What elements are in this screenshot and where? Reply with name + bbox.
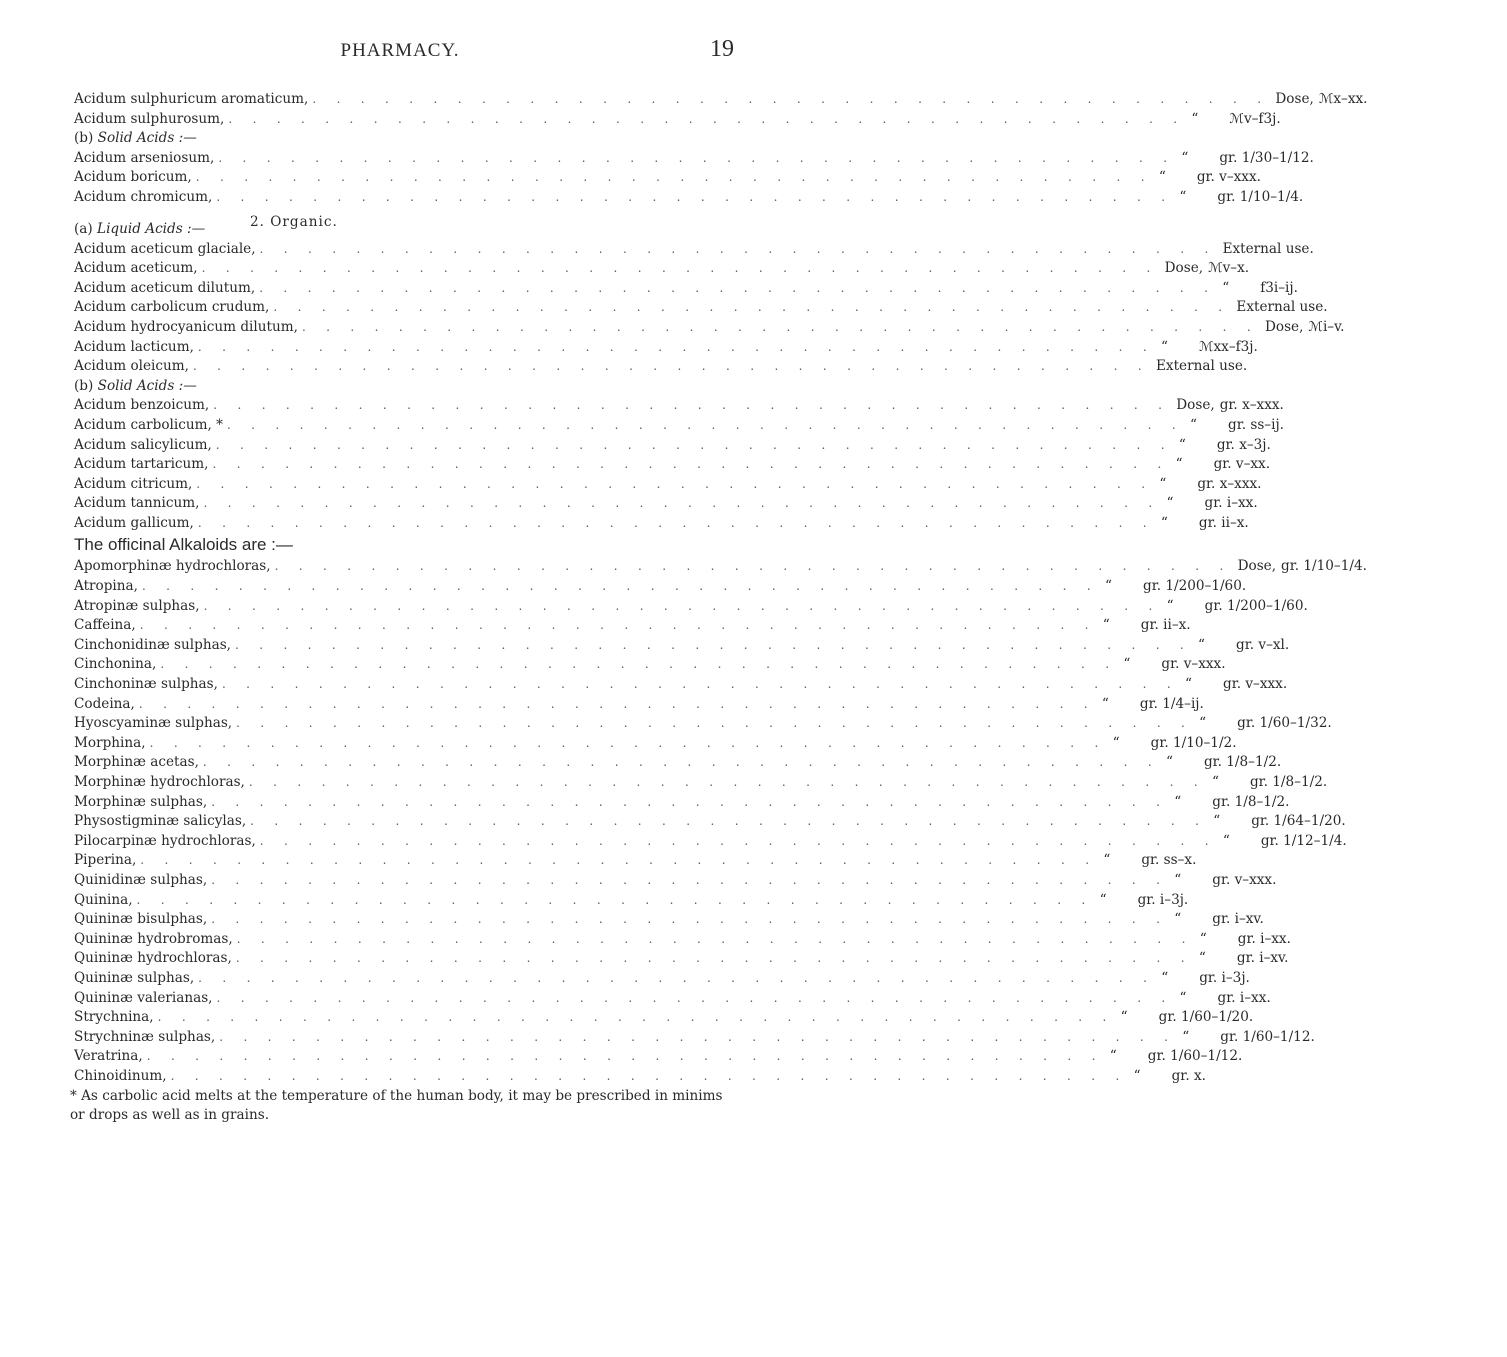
drug-name: Acidum tannicum,	[74, 495, 200, 512]
dose-prefix: “	[1179, 188, 1187, 205]
dose-value: gr. i–xv.	[1236, 950, 1289, 967]
dose-prefix: “	[1158, 169, 1166, 186]
list-item	[74, 577, 1247, 597]
list-item	[74, 695, 1204, 715]
list-item	[74, 338, 1258, 358]
dose-cell	[1167, 494, 1399, 514]
dot-leader: . . . . . . . . . . . . . . . . . . . . . . . . . . . . . . . . . . . . . . . .	[215, 437, 1173, 452]
drug-name: Atropinæ sulphas,	[74, 597, 200, 614]
dose-prefix: “	[1191, 110, 1199, 127]
list-item	[74, 298, 1328, 318]
dose-prefix: “	[1105, 578, 1112, 595]
dose-value: gr. i–3j.	[1137, 891, 1189, 908]
alkaloids-heading: The officinal Alkaloids are :—	[74, 535, 293, 555]
page-number: 19	[710, 36, 734, 62]
dose-cell	[1103, 851, 1335, 871]
dot-leader: . . . . . . . . . . . . . . . . . . . . . . . . . . . . . . . . . . . . . . . .	[138, 696, 1096, 711]
dot-leader: . . . . . . . . . . . . . . . . . . . . . . . . . . . . . . . . . . . . . . . .	[157, 1010, 1115, 1025]
dose-value: gr. i–xx.	[1217, 989, 1271, 1006]
drug-name: Acidum benzoicum,	[74, 397, 210, 414]
dose-cell	[1198, 636, 1430, 656]
dose-cell	[1161, 338, 1393, 358]
list-item	[74, 1008, 1254, 1028]
dose-prefix: “	[1109, 1048, 1117, 1065]
dose-cell	[1199, 714, 1431, 734]
dose-prefix: “	[1103, 852, 1111, 869]
dot-leader: . . . . . . . . . . . . . . . . . . . . . . . . . . . . . . . . . . . . . . . .	[198, 970, 1156, 985]
dose-cell	[1181, 149, 1413, 169]
dose-prefix: “	[1123, 656, 1131, 673]
dose-value: gr. v–xl.	[1236, 636, 1290, 653]
list-item	[74, 188, 1304, 208]
dose-prefix: “	[1190, 416, 1197, 433]
drug-name: Hyoscyaminæ sulphas,	[74, 715, 233, 732]
list-item	[74, 989, 1271, 1009]
dose-value: gr. x–xxx.	[1219, 397, 1284, 414]
list-item	[74, 969, 1250, 989]
dot-leader: . . . . . . . . . . . . . . . . . . . . . . . . . . . . . . . . . . . . . . . .	[197, 515, 1155, 530]
dot-leader: . . . . . . . . . . . . . . . . . . . . . . . . . . . . . . . . . . . . . . . .	[259, 833, 1217, 848]
dose-value: gr. v–xxx.	[1196, 169, 1261, 186]
drug-name: Quininæ sulphas,	[74, 969, 195, 986]
dose-value: ℳx–xx.	[1318, 91, 1368, 107]
drug-name: Acidum gallicum,	[74, 514, 194, 531]
inorganic-liquid-list	[74, 90, 1368, 129]
dose-value: gr. x.	[1171, 1067, 1206, 1084]
dose-value: gr. 1/10–1/4.	[1217, 188, 1304, 205]
drug-name: Acidum chromicum,	[74, 188, 213, 205]
list-item	[74, 832, 1347, 852]
dot-leader: . . . . . . . . . . . . . . . . . . . . . . . . . . . . . . . . . . . . . . . .	[228, 111, 1186, 126]
list-item	[74, 557, 1367, 577]
dose-prefix: “	[1175, 456, 1183, 473]
list-item	[74, 514, 1249, 534]
drug-name: Acidum carbolicum crudum,	[74, 299, 270, 316]
dot-leader: . . . . . . . . . . . . . . . . . . . . . . . . . . . . . . . . . . . . . . . .	[141, 579, 1099, 594]
dose-cell	[1123, 655, 1355, 675]
dot-leader: . . . . . . . . . . . . . . . . . . . . . . . . . . . . . . . . . . . . . . . .	[301, 319, 1259, 334]
dose-cell	[1223, 832, 1455, 852]
dose-cell	[1265, 318, 1497, 338]
list-item	[74, 753, 1282, 773]
dot-leader: . . . . . . . . . . . . . . . . . . . . . . . . . . . . . . . . . . . . . . . .	[149, 735, 1107, 750]
dot-leader: . . . . . . . . . . . . . . . . . . . . . . . . . . . . . . . . . . . . . . . .	[259, 280, 1217, 295]
organic-section-heading	[74, 213, 734, 240]
drug-name: Cinchonidinæ sulphas,	[74, 636, 231, 653]
dot-leader: . . . . . . . . . . . . . . . . . . . . . . . . . . . . . . . . . . . . . . . .	[216, 990, 1174, 1005]
dose-value: gr. i–3j.	[1199, 969, 1250, 986]
list-item	[74, 1028, 1315, 1048]
drug-name: Acidum aceticum,	[74, 260, 198, 277]
dot-leader: . . . . . . . . . . . . . . . . . . . . . . . . . . . . . . . . . . . . . . . .	[140, 853, 1098, 868]
footnote: * As carbolic acid melts at the temperature of the human body, it may be prescribed in minims or drops as well as in grains.	[70, 1087, 723, 1123]
list-item	[74, 655, 1226, 675]
dose-value: ℳxx–f3j.	[1198, 338, 1258, 355]
dose-value: gr. 1/30–1/12.	[1219, 149, 1314, 166]
dose-cell	[1102, 695, 1334, 715]
dose-prefix: Dose,	[1176, 397, 1215, 414]
dose-value: gr. 1/60–1/12.	[1147, 1048, 1243, 1065]
dot-leader: . . . . . . . . . . . . . . . . . . . . . . . . . . . . . . . . . . . . . . . .	[170, 1068, 1128, 1083]
dot-leader: . . . . . . . . . . . . . . . . . . . . . . . . . . . . . . . . . . . . . . . .	[211, 794, 1169, 809]
dose-cell	[1190, 416, 1422, 436]
dot-leader: . . . . . . . . . . . . . . . . . . . . . . . . . . . . . . . . . . . . . . . .	[201, 261, 1159, 276]
dot-leader: . . . . . . . . . . . . . . . . . . . . . . . . . . . . . . . . . . . . . . . .	[211, 912, 1169, 927]
drug-name: Morphina,	[74, 734, 146, 751]
dose-prefix: “	[1199, 930, 1207, 947]
dose-cell	[1167, 597, 1399, 617]
drug-name: Veratrina,	[74, 1048, 143, 1065]
dose-cell	[1200, 930, 1432, 950]
dose-cell	[1185, 675, 1417, 695]
dose-cell	[1174, 910, 1406, 930]
dose-cell	[1191, 110, 1423, 130]
drug-name: Atropina,	[74, 578, 138, 595]
dot-leader: . . . . . . . . . . . . . . . . . . . . . . . . . . . . . . . . . . . . . . . .	[203, 496, 1161, 511]
dose-prefix: “	[1112, 734, 1120, 751]
drug-name: Acidum sulphuricum aromaticum,	[74, 91, 309, 107]
dot-leader: . . . . . . . . . . . . . . . . . . . . . . . . . . . . . . . . . . . . . . . .	[216, 189, 1174, 204]
list-item	[74, 773, 1328, 793]
dose-prefix: “	[1102, 617, 1110, 634]
drug-name: Quininæ hydrobromas,	[74, 930, 233, 947]
dose-value: gr. 1/64–1/20.	[1251, 813, 1346, 830]
dose-value: ℳv–f3j.	[1229, 110, 1281, 127]
dose-cell	[1105, 577, 1337, 597]
drug-name: Acidum boricum,	[74, 169, 192, 186]
dose-value: gr. x–3j.	[1216, 436, 1271, 453]
inorganic-solid-subheading: (b) Solid Acids :—	[74, 130, 197, 147]
dot-leader: . . . . . . . . . . . . . . . . . . . . . . . . . . . . . . . . . . . . . . . .	[196, 476, 1154, 491]
dose-prefix: “	[1181, 149, 1189, 166]
list-item	[74, 494, 1258, 514]
dose-cell	[1179, 188, 1411, 208]
list-item	[74, 475, 1262, 495]
dose-value: gr. v–xxx.	[1161, 656, 1226, 673]
drug-name: Acidum aceticum dilutum,	[74, 279, 256, 296]
dose-cell	[1134, 1067, 1366, 1087]
dot-leader: . . . . . . . . . . . . . . . . . . . . . . . . . . . . . . . . . . . . . . . .	[259, 241, 1217, 256]
dose-prefix: “	[1101, 695, 1109, 712]
drug-name: Pilocarpinæ hydrochloras,	[74, 832, 256, 849]
drug-name: Morphinæ sulphas,	[74, 793, 208, 810]
dot-leader: . . . . . . . . . . . . . . . . . . . . . . . . . . . . . . . . . . . . . . . .	[312, 92, 1270, 106]
list-item	[74, 616, 1191, 636]
dose-cell	[1179, 436, 1411, 456]
dose-prefix: “	[1160, 338, 1168, 355]
dose-cell	[1161, 969, 1393, 989]
dose-value: gr. i–xx.	[1237, 930, 1291, 947]
dose-value: External use.	[1156, 358, 1248, 375]
dose-value: gr. 1/10–1/4.	[1281, 558, 1367, 575]
dose-value: gr. 1/60–1/20.	[1158, 1009, 1254, 1026]
dose-prefix: “	[1166, 597, 1174, 614]
list-item	[74, 318, 1345, 338]
dose-prefix: “	[1160, 514, 1168, 531]
dot-leader: . . . . . . . . . . . . . . . . . . . . . . . . . . . . . . . . . . . . . . . .	[212, 457, 1170, 472]
dot-leader: . . . . . . . . . . . . . . . . . . . . . . . . . . . . . . . . . . . . . . . .	[274, 559, 1232, 574]
dose-prefix: “	[1182, 1028, 1190, 1045]
dose-cell	[1236, 298, 1468, 318]
dose-cell	[1176, 455, 1408, 475]
dose-cell	[1156, 357, 1388, 377]
running-head: PHARMACY.	[340, 40, 460, 61]
dose-value: ℳv–x.	[1208, 260, 1250, 277]
list-item	[74, 851, 1197, 871]
dose-value: gr. 1/60–1/32.	[1237, 715, 1332, 732]
organic-liquid-list	[74, 240, 1345, 377]
list-item	[74, 675, 1288, 695]
dose-value: External use.	[1222, 240, 1314, 257]
drug-name: Quinina,	[74, 891, 133, 908]
dose-prefix: “	[1174, 911, 1182, 928]
dose-prefix: “	[1199, 715, 1207, 732]
drug-name: Acidum oleicum,	[74, 358, 189, 375]
dose-cell	[1113, 734, 1345, 754]
list-item	[74, 891, 1189, 911]
dose-value: gr. 1/12–1/4.	[1260, 832, 1347, 849]
organic-liquid-subheading: (a) Liquid Acids :—	[74, 220, 206, 237]
dose-cell	[1165, 259, 1397, 279]
list-item	[74, 636, 1290, 656]
dose-prefix: Dose,	[1237, 558, 1277, 575]
dose-value: gr. 1/200–1/60.	[1143, 578, 1247, 595]
dose-cell	[1159, 475, 1391, 495]
dose-prefix: “	[1185, 676, 1192, 693]
dose-prefix: “	[1174, 793, 1182, 810]
drug-name: Quinidinæ sulphas,	[74, 871, 208, 888]
dot-leader: . . . . . . . . . . . . . . . . . . . . . . . . . . . . . . . . . . . . . . . .	[219, 1029, 1177, 1044]
drug-name: Codeina,	[74, 695, 135, 712]
list-item	[74, 793, 1290, 813]
dose-value: gr. v–xxx.	[1212, 871, 1277, 888]
dose-cell	[1166, 753, 1398, 773]
dose-prefix: “	[1099, 891, 1107, 908]
list-item	[74, 455, 1271, 475]
drug-name: Acidum sulphurosum,	[74, 110, 225, 127]
dose-prefix: “	[1198, 636, 1205, 653]
dose-value: gr. ss–x.	[1141, 852, 1197, 869]
dose-prefix: “	[1174, 871, 1182, 888]
dose-cell	[1103, 616, 1335, 636]
list-item	[74, 1047, 1243, 1067]
dose-cell	[1174, 793, 1406, 813]
dot-leader: . . . . . . . . . . . . . . . . . . . . . . . . . . . . . . . . . . . . . . . .	[221, 677, 1179, 692]
dot-leader: . . . . . . . . . . . . . . . . . . . . . . . . . . . . . . . . . . . . . . . .	[202, 755, 1160, 770]
dot-leader: . . . . . . . . . . . . . . . . . . . . . . . . . . . . . . . . . . . . . . . .	[236, 931, 1194, 946]
drug-name: Acidum arseniosum,	[74, 149, 215, 166]
dose-prefix: “	[1161, 969, 1169, 986]
dose-prefix: “	[1179, 989, 1187, 1006]
dot-leader: . . . . . . . . . . . . . . . . . . . . . . . . . . . . . . . . . . . . . . . .	[136, 892, 1094, 907]
list-item	[74, 149, 1314, 169]
dose-prefix: “	[1166, 495, 1174, 512]
dot-leader: . . . . . . . . . . . . . . . . . . . . . . . . . . . . . . . . . . . . . . . .	[146, 1049, 1104, 1064]
dot-leader: . . . . . . . . . . . . . . . . . . . . . . . . . . . . . . . . . . . . . . . .	[236, 716, 1194, 731]
list-item	[74, 734, 1237, 754]
page-content	[70, 90, 1368, 1125]
dot-leader: . . . . . . . . . . . . . . . . . . . . . . . . . . . . . . . . . . . . . . . .	[197, 339, 1155, 354]
dose-value: ℳi–v.	[1308, 318, 1345, 335]
dose-prefix: “	[1165, 754, 1173, 771]
drug-name: Acidum lacticum,	[74, 338, 194, 355]
dose-cell	[1222, 279, 1454, 299]
organic-solid-list	[74, 396, 1284, 533]
dose-cell	[1176, 396, 1408, 416]
dose-cell	[1182, 1028, 1414, 1048]
drug-name: Morphinæ hydrochloras,	[74, 774, 245, 790]
dose-cell	[1159, 168, 1391, 188]
drug-name: Acidum carbolicum, *	[74, 416, 223, 433]
dose-prefix: “	[1120, 1009, 1128, 1026]
dose-value: gr. 1/8–1/2.	[1249, 774, 1328, 790]
dot-leader: . . . . . . . . . . . . . . . . . . . . . . . . . . . . . . . . . . . . . . . .	[226, 417, 1184, 432]
dose-prefix: “	[1222, 279, 1230, 296]
drug-name: Quininæ valerianas,	[74, 989, 213, 1006]
dose-value: gr. v–xx.	[1213, 456, 1271, 473]
dose-value: External use.	[1236, 299, 1328, 316]
dose-prefix: “	[1133, 1067, 1141, 1084]
list-item	[74, 714, 1332, 734]
dose-value: gr. 1/8–1/2.	[1212, 793, 1290, 810]
dot-leader: . . . . . . . . . . . . . . . . . . . . . . . . . . . . . . . . . . . . . . . .	[160, 657, 1118, 672]
list-item	[74, 416, 1284, 436]
drug-name: Acidum aceticum glaciale,	[74, 240, 256, 257]
organic-solid-subheading: (b) Solid Acids :—	[74, 377, 197, 394]
dose-cell	[1213, 812, 1445, 832]
dose-value: gr. i–xv.	[1212, 911, 1264, 928]
dose-prefix: Dose,	[1264, 318, 1304, 335]
drug-name: Apomorphinæ hydrochloras,	[74, 558, 271, 575]
drug-name: Acidum hydrocyanicum dilutum,	[74, 318, 298, 335]
list-item	[74, 910, 1264, 930]
dose-prefix: Dose,	[1164, 260, 1204, 277]
dose-cell	[1199, 949, 1431, 969]
drug-name: Cinchonina,	[74, 656, 157, 673]
drug-name: Chinoidinum,	[74, 1067, 167, 1084]
list-item	[74, 259, 1250, 279]
dose-cell	[1100, 891, 1332, 911]
list-item	[74, 90, 1368, 110]
list-item	[74, 279, 1298, 299]
inorganic-solid-list	[74, 149, 1314, 208]
dot-leader: . . . . . . . . . . . . . . . . . . . . . . . . . . . . . . . . . . . . . . . .	[218, 150, 1176, 165]
dose-value: gr. ii–x.	[1198, 514, 1249, 531]
list-item	[74, 168, 1261, 188]
drug-name: Piperina,	[74, 852, 137, 869]
dot-leader: . . . . . . . . . . . . . . . . . . . . . . . . . . . . . . . . . . . . . . . .	[211, 872, 1169, 887]
dose-prefix: “	[1222, 832, 1230, 849]
drug-name: Acidum citricum,	[74, 475, 193, 492]
drug-name: Acidum salicylicum,	[74, 436, 212, 453]
dose-cell	[1174, 871, 1406, 891]
dose-cell	[1275, 90, 1507, 110]
dose-prefix: “	[1198, 950, 1206, 967]
drug-name: Quininæ bisulphas,	[74, 911, 208, 928]
dot-leader: . . . . . . . . . . . . . . . . . . . . . . . . . . . . . . . . . . . . . . . .	[248, 775, 1206, 789]
list-item	[74, 812, 1346, 832]
dose-prefix: “	[1211, 774, 1219, 790]
drug-name: Acidum tartaricum,	[74, 456, 209, 473]
dose-value: gr. 1/200–1/60.	[1204, 597, 1308, 614]
dose-cell	[1121, 1008, 1353, 1028]
list-item	[74, 871, 1277, 891]
dose-value: gr. 1/10–1/2.	[1150, 734, 1237, 751]
section-title: 2. Organic.	[250, 213, 338, 230]
dot-leader: . . . . . . . . . . . . . . . . . . . . . . . . . . . . . . . . . . . . . . . .	[235, 951, 1193, 966]
dose-value: gr. i–xx.	[1204, 495, 1258, 512]
dot-leader: . . . . . . . . . . . . . . . . . . . . . . . . . . . . . . . . . . . . . . . .	[192, 359, 1150, 374]
dose-prefix: “	[1159, 475, 1167, 492]
drug-name: Cinchoninæ sulphas,	[74, 676, 218, 693]
list-item	[74, 930, 1291, 950]
dose-value: gr. 1/4–ij.	[1139, 695, 1204, 712]
dose-cell	[1212, 773, 1444, 793]
dot-leader: . . . . . . . . . . . . . . . . . . . . . . . . . . . . . . . . . . . . . . . .	[235, 637, 1193, 652]
dose-value: gr. ss–ij.	[1228, 416, 1284, 433]
drug-name: Morphinæ acetas,	[74, 754, 199, 771]
dose-value: gr. x–xxx.	[1197, 475, 1262, 492]
list-item	[74, 597, 1308, 617]
dose-cell	[1180, 989, 1412, 1009]
alkaloids-list	[74, 557, 1367, 1086]
dose-value: gr. 1/60–1/12.	[1220, 1028, 1315, 1045]
dose-value: gr. v–xxx.	[1223, 676, 1288, 693]
dose-value: f3i–ij.	[1260, 279, 1298, 296]
list-item	[74, 396, 1284, 416]
page-header	[0, 36, 800, 66]
drug-name: Strychnina,	[74, 1009, 154, 1026]
dose-value: gr. ii–x.	[1140, 617, 1191, 634]
dose-cell	[1161, 514, 1393, 534]
list-item	[74, 436, 1271, 456]
list-item	[74, 1067, 1206, 1087]
drug-name: Caffeina,	[74, 617, 136, 634]
dose-prefix: “	[1213, 813, 1221, 830]
drug-name: Quininæ hydrochloras,	[74, 950, 232, 967]
dose-prefix: “	[1178, 436, 1186, 453]
list-item	[74, 357, 1248, 377]
list-item	[74, 949, 1289, 969]
dose-value: gr. 1/8–1/2.	[1203, 754, 1282, 771]
dot-leader: . . . . . . . . . . . . . . . . . . . . . . . . . . . . . . . . . . . . . . . .	[273, 300, 1231, 315]
list-item	[74, 240, 1314, 260]
dot-leader: . . . . . . . . . . . . . . . . . . . . . . . . . . . . . . . . . . . . . . . .	[195, 170, 1153, 185]
dose-prefix: Dose,	[1275, 91, 1314, 107]
drug-name: Strychninæ sulphas,	[74, 1028, 216, 1045]
dot-leader: . . . . . . . . . . . . . . . . . . . . . . . . . . . . . . . . . . . . . . . .	[250, 814, 1208, 829]
dot-leader: . . . . . . . . . . . . . . . . . . . . . . . . . . . . . . . . . . . . . . . .	[213, 398, 1171, 413]
list-item	[74, 110, 1281, 130]
dot-leader: . . . . . . . . . . . . . . . . . . . . . . . . . . . . . . . . . . . . . . . .	[203, 598, 1161, 613]
dose-cell	[1238, 557, 1470, 577]
dose-cell	[1110, 1047, 1342, 1067]
dose-cell	[1223, 240, 1455, 260]
dot-leader: . . . . . . . . . . . . . . . . . . . . . . . . . . . . . . . . . . . . . . . .	[139, 618, 1097, 633]
drug-name: Physostigminæ salicylas,	[74, 813, 247, 830]
